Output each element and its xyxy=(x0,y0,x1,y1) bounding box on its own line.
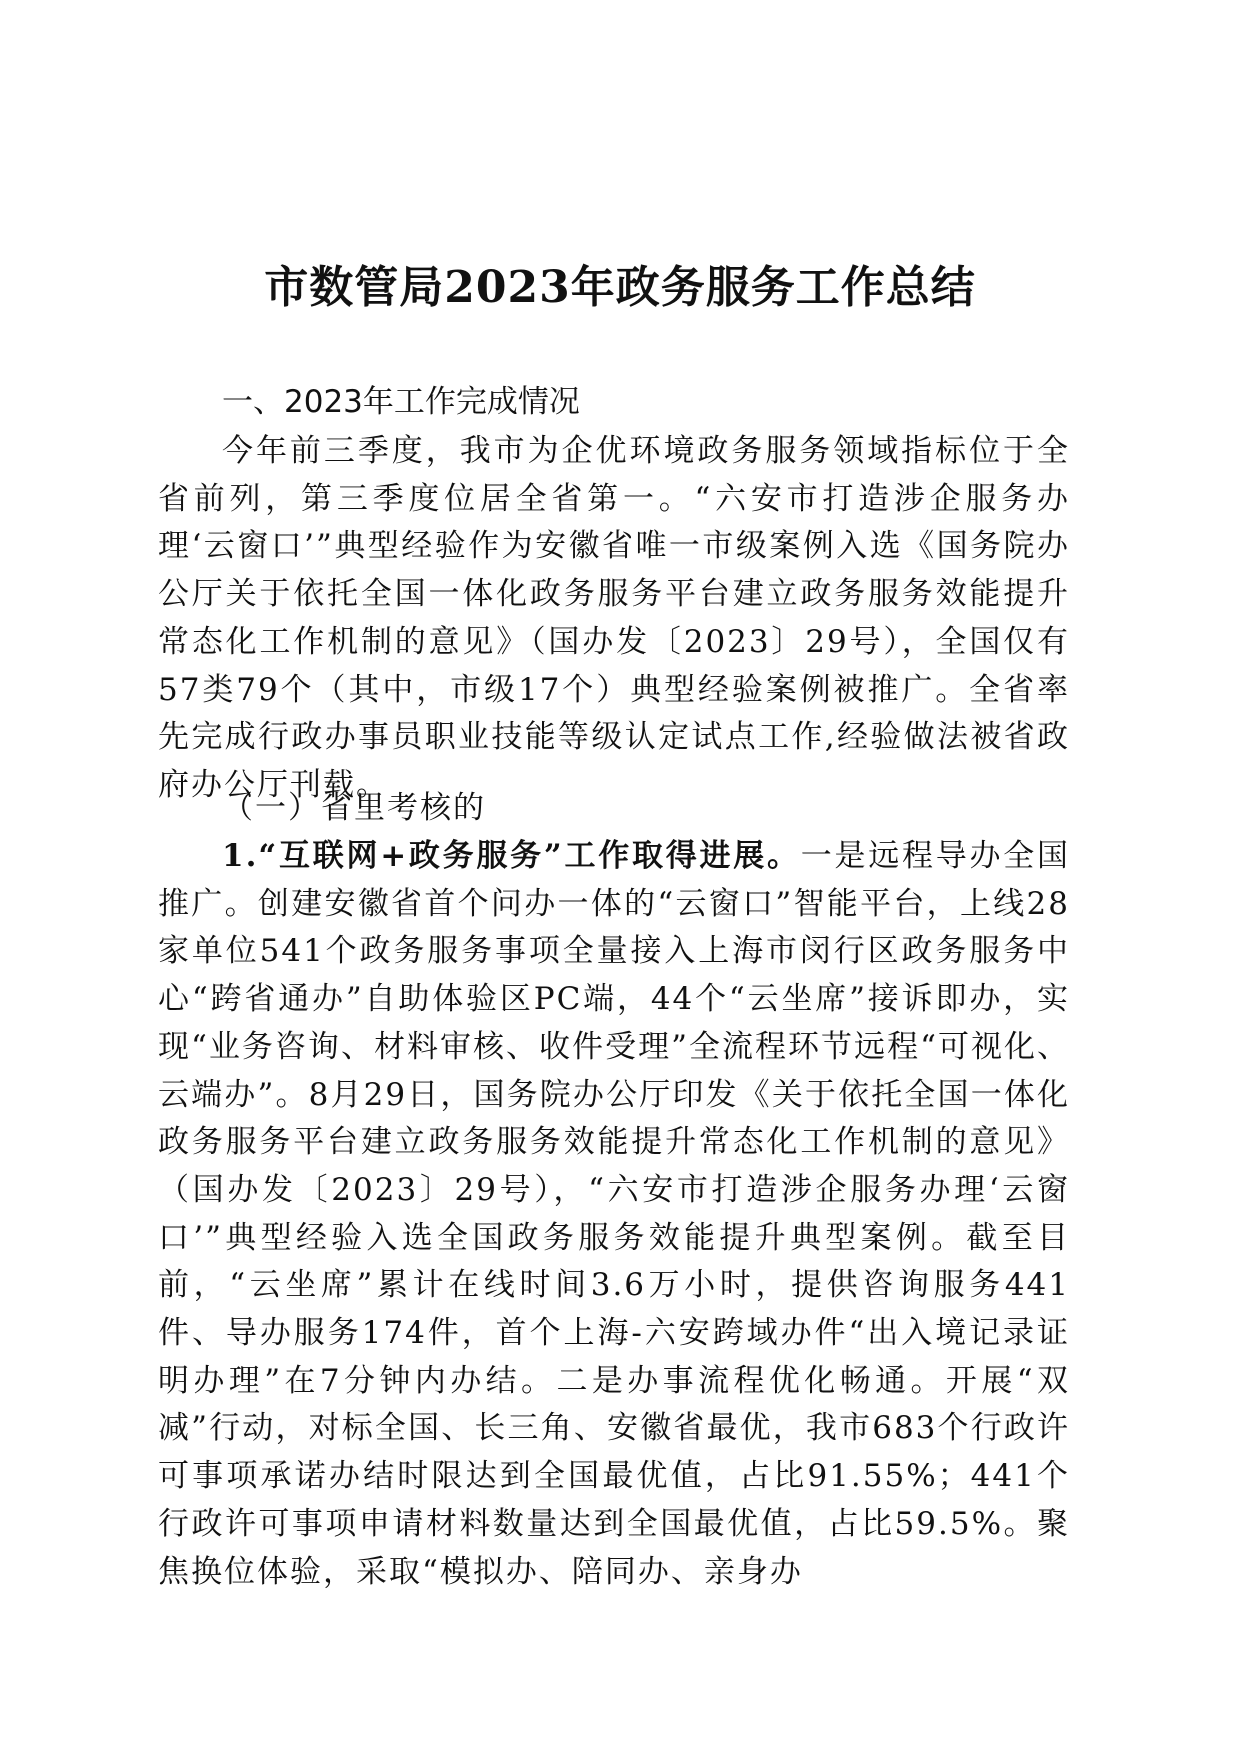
section-heading-2023-work: 一、2023年工作完成情况 xyxy=(222,384,580,420)
document-title: 市数管局2023年政务服务工作总结 xyxy=(264,262,976,313)
paragraph-internet-plus-services xyxy=(158,833,1070,1596)
paragraph-summary: 今年前三季度，我市为企优环境政务服务领域指标位于全省前列，第三季度位居全省第一。“六安市打造涉企服务办理‘云窗口’”典型经验作为安徽省唯一市级案例入选《国务院办公厅关于依托全国一体化政务服务平台建立政务服务效能提升常态化工作机制的意见》（国办发〔2023〕29号），全国仅有57类79个（其中，市级17个）典型经验案例被推广。全省率先完成行政办事员职业技能等级认定试点工作,经验做法被省政府办公厅刊载。 xyxy=(158,433,1070,803)
item-body-text: 一是远程导办全国推广。创建安徽省首个问办一体的“云窗口”智能平台，上线28家单位541个政务服务事项全量接入上海市闵行区政务服务中心“跨省通办”自助体验区PC端，44个“云坐席”接诉即办，实现“业务咨询、材料审核、收件受理”全流程环节远程“可视化、云端办”。8月29日，国务院办公厅印发《关于依托全国一体化政务服务平台建立政务服务效能提升常态化工作机制的意见》（国办发〔2023〕29号），“六安市打造涉企服务办理‘云窗口’”典型经验入选全国政务服务效能提升典型案例。截至目前，“云坐席”累计在线时间3.6万小时，提供咨询服务441件、导办服务174件，首个上海-六安跨域办件“出入境记录证明办理”在7分钟内办结。二是办事流程优化畅通。开展“双减”行动，对标全国、长三角、安徽省最优，我市683个行政许可事项承诺办结时限达到全国最优值，占比91.55%；441个行政许可事项申请材料数量达到全国最优值，占比59.5%。聚焦换位体验，采取“模拟办、陪同办、亲身办 xyxy=(158,838,1070,1590)
item-lead-heading: 1.“互联网+政务服务”工作取得进展。 xyxy=(222,838,801,874)
subsection-heading-provincial-assessment: （一）省里考核的 xyxy=(222,790,486,826)
